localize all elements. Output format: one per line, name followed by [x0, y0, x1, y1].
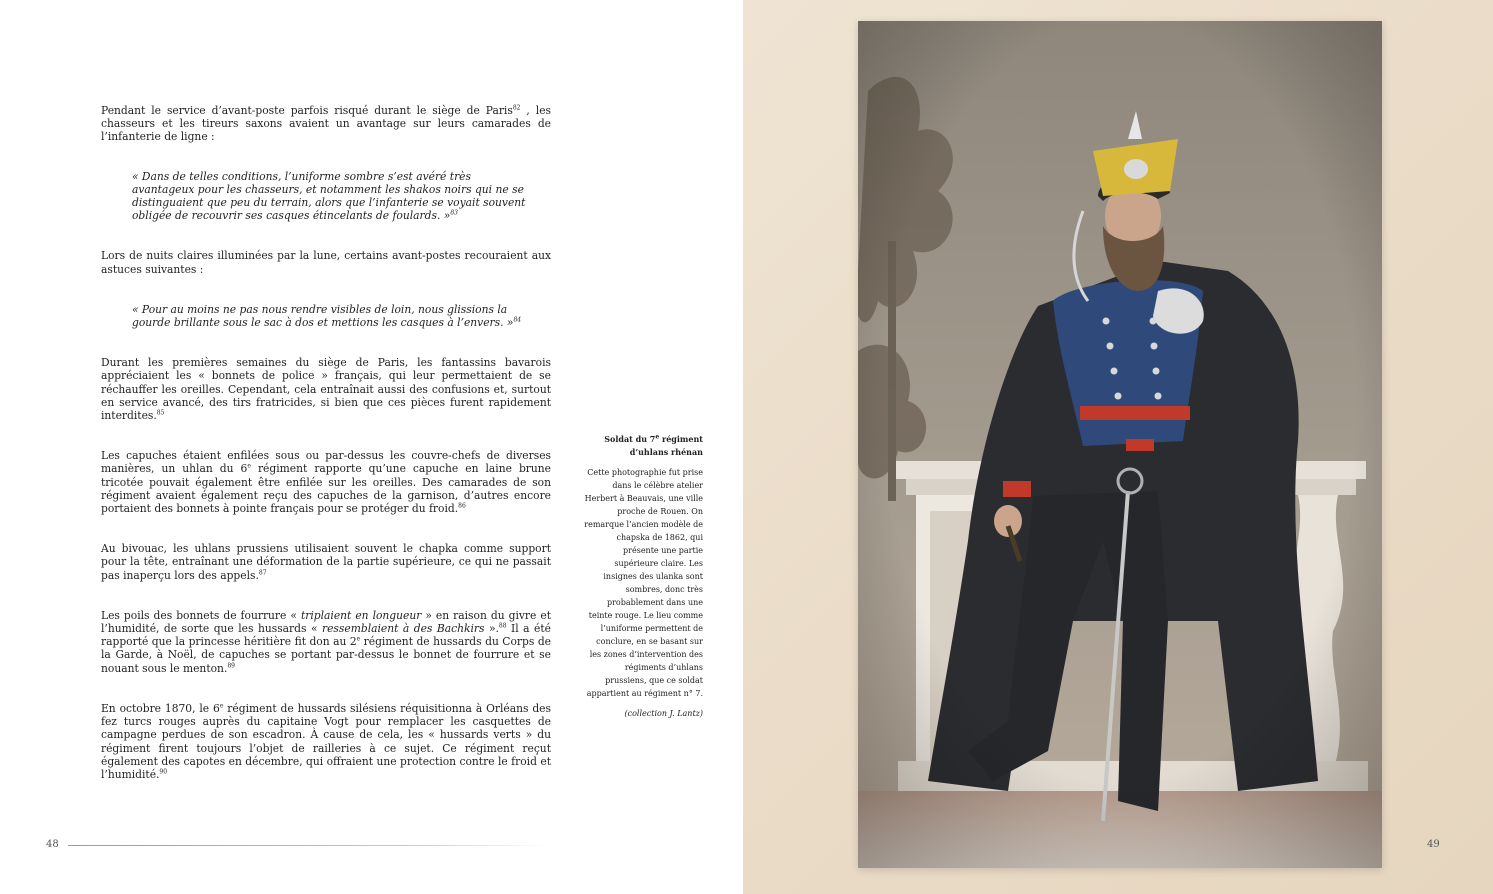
- paragraph-4: Les capuches étaient enfilées sous ou par-dessus les couvre-chefs de diverses manières, un uhlan du 6e régiment rapporte qu’une capuche en laine brune tricotée pouvait également être enfilée sur les oreilles. Des camarades de son régiment avaient également reçu des capuches de la garnison, d’autres encore portaient des bonnets à pointe français pour se protéger du froid.$^{86}$: [101, 449, 551, 516]
- left-page: [0, 0, 743, 894]
- page-number-right: 49: [1427, 839, 1440, 850]
- uhlan-soldier-photo: [858, 21, 1382, 868]
- caption-title: Soldat du 7e régiment d’uhlans rhénan: [604, 433, 703, 457]
- paragraph-3: Durant les premières semaines du siège de Paris, les fantassins bavarois appréciaient les « bonnets de police » français, qui leur permettaient de se réchauffer les oreilles. Cependant, cela entraînait aussi des confusions et, surtout en service avancé, des tirs fratricides, si bien que ces pièces furent rapidement interdites.$^{85}$: [101, 356, 551, 423]
- vignette: [858, 21, 1382, 868]
- page-number-left: 48: [46, 839, 59, 850]
- body-text: [101, 104, 551, 781]
- paragraph-1: Pendant le service d’avant-poste parfois risqué durant le siège de Paris$^{82}$ , les chasseurs et les tireurs saxons avaient un avantage sur leurs camarades de l’infanterie de ligne :: [101, 104, 552, 144]
- paragraph-5: Au bivouac, les uhlans prussiens utilisaient souvent le chapka comme support pour la tête, entraînant une déformation de la partie supérieure, ce qui ne passait pas inaperçu lors des appels.$^{87}$: [101, 542, 551, 582]
- photo-illustration: [858, 21, 1382, 868]
- photo-caption: [583, 433, 703, 720]
- quote-1: « Dans de telles conditions, l’uniforme sombre s’est avéré très avantageux pour les chasseurs, et notamment les shakos noirs qui ne se distinguaient que peu du terrain, alors que l’infanterie se voyait souvent obligée de recouvrir ses casques étincelants de foulards. »$^{83}$: [132, 169, 526, 223]
- footer-rule: [68, 845, 548, 846]
- paragraph-6: Les poils des bonnets de fourrure « triplaient en longueur » en raison du givre et l’humidité, de sorte que les hussards « ressemblaient à des Bachkirs ».$^{88}$ Il a été rapporté que la princesse héritière fit don au 2e régiment de hussards du Corps de la Garde, à Noël, de capuches se portant par-dessus le bonnet de fourrure et se nouant sous le menton.$^{89}$: [101, 608, 551, 675]
- quote-2: « Pour au moins ne pas nous rendre visibles de loin, nous glissions la gourde brillante sous le sac à dos et mettions les casques à l’envers. »$^{84}$: [132, 302, 522, 330]
- paragraph-2: Lors de nuits claires illuminées par la lune, certains avant-postes recouraient aux astuces suivantes :: [101, 249, 551, 276]
- caption-credit: (collection J. Lantz): [624, 709, 703, 718]
- caption-body: Cette photographie fut prise dans le célèbre atelier Herbert à Beauvais, une ville proche de Rouen. On remarque l’ancien modèle de chapska de 1862, qui présente une partie supérieure claire. Les insignes des ulanka sont sombres, donc très probablement dans une teinte rouge. Le lieu comme l’uniforme permettent de conclure, en se basant sur les zones d’intervention des régiments d’uhlans prussiens, que ce soldat appartient au régiment n° 7.: [584, 468, 703, 698]
- paragraph-7: En octobre 1870, le 6e régiment de hussards silésiens réquisitionna à Orléans des fez turcs rouges auprès du capitaine Vogt pour remplacer les casquettes de campagne perdues de son escadron. À cause de cela, les « hussards verts » du régiment firent toujours l’objet de railleries à ce sujet. Ce régiment reçut également des capotes en décembre, qui offraient une protection contre le froid et l’humidité.$^{90}$: [101, 701, 551, 781]
